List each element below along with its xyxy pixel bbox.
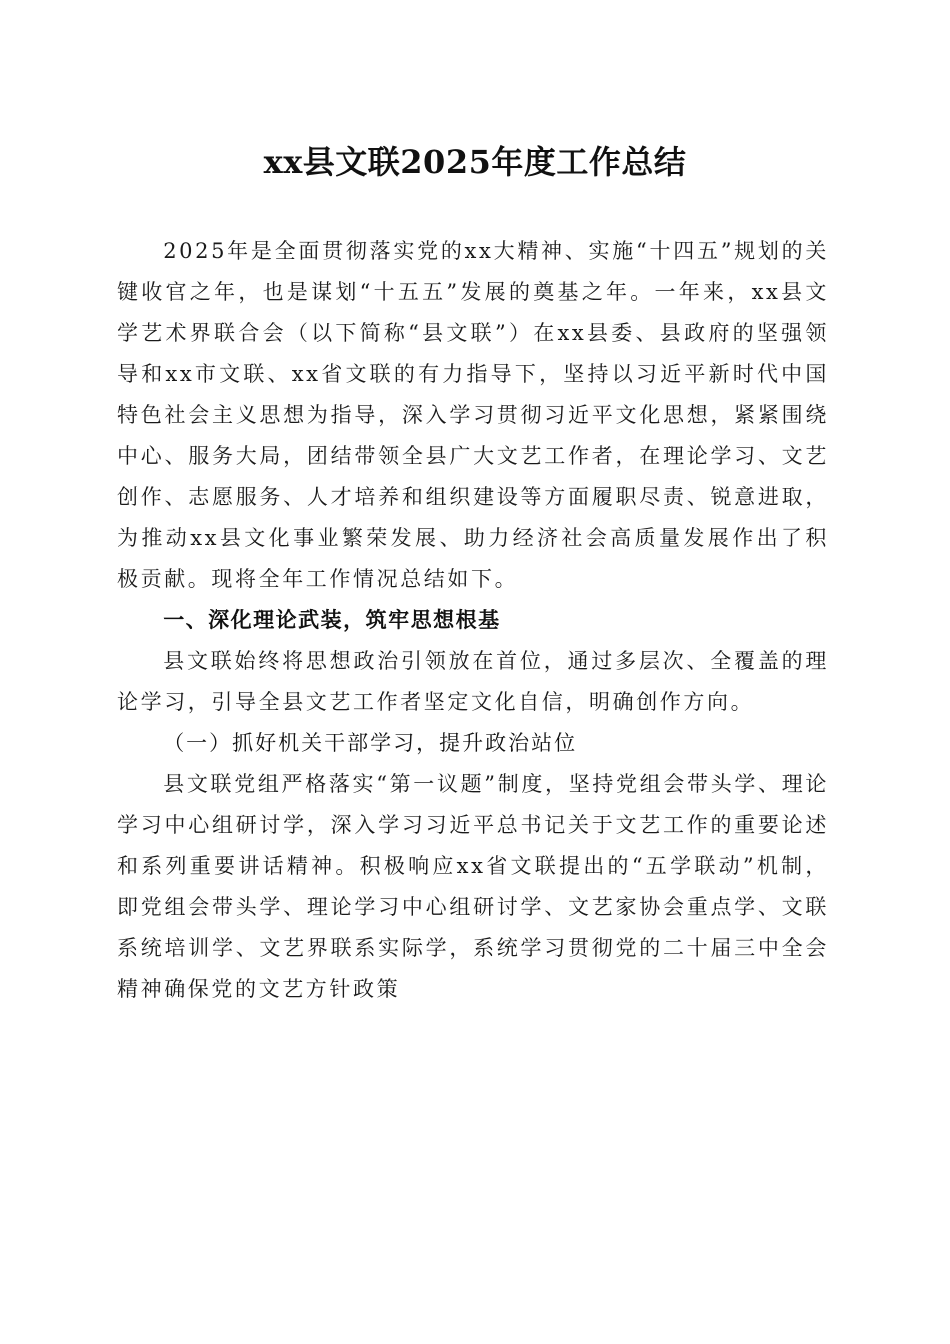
section-paragraph: 县文联始终将思想政治引领放在首位，通过多层次、全覆盖的理论学习，引导全县文艺工作者坚定文化自信，明确创作方向。 <box>117 649 829 714</box>
document-body <box>117 231 829 1010</box>
intro-paragraph: 2025年是全面贯彻落实党的xx大精神、实施“十四五”规划的关键收官之年，也是谋划“十五五”发展的奠基之年。一年来，xx县文学艺术界联合会（以下简称“县文联”）在xx县委、县政府的坚强领导和xx市文联、xx省文联的有力指导下，坚持以习近平新时代中国特色社会主义思想为指导，深入学习贯彻习近平文化思想，紧紧围绕中心、服务大局，团结带领全县广大文艺工作者，在理论学习、文艺创作、志愿服务、人才培养和组织建设等方面履职尽责、锐意进取，为推动xx县文化事业繁荣发展、助力经济社会高质量发展作出了积极贡献。现将全年工作情况总结如下。 <box>117 239 829 591</box>
document-title: xx县文联2025年度工作总结 <box>263 143 687 181</box>
section-heading: 一、深化理论武装，筑牢思想根基 <box>163 608 501 632</box>
subsection-paragraph: 县文联党组严格落实“第一议题”制度，坚持党组会带头学、理论学习中心组研讨学，深入学习习近平总书记关于文艺工作的重要论述和系列重要讲话精神。积极响应xx省文联提出的“五学联动”机制，即党组会带头学、理论学习中心组研讨学、文艺家协会重点学、文联系统培训学、文艺界联系实际学，系统学习贯彻党的二十届三中全会精神确保党的文艺方针政策 <box>117 772 829 1001</box>
subsection-heading: （一）抓好机关干部学习，提升政治站位 <box>163 731 578 755</box>
